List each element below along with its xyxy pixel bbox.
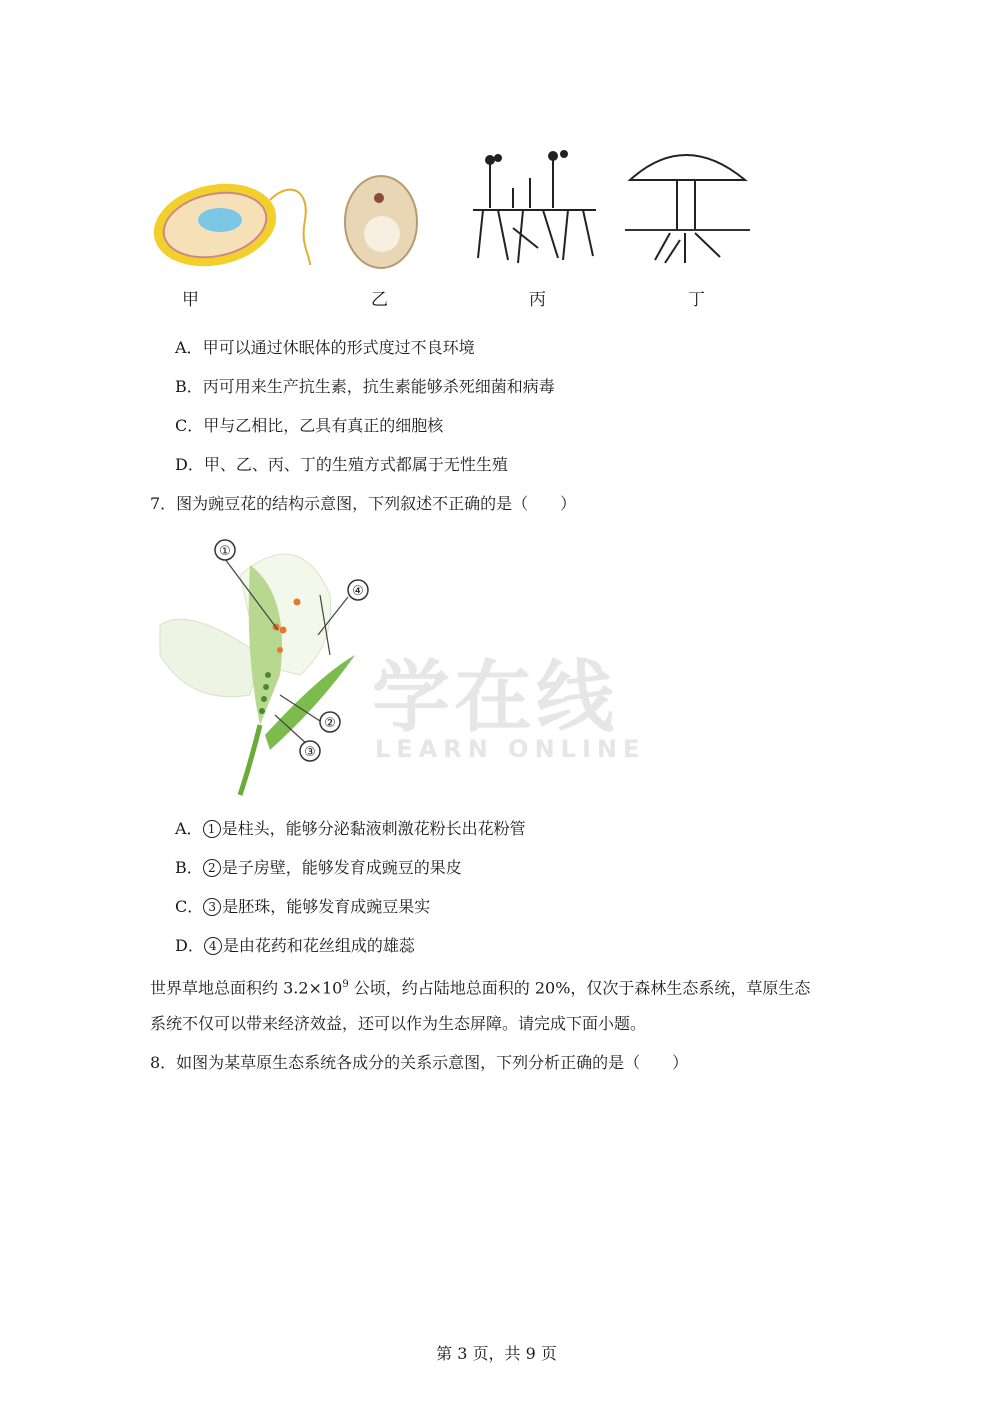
q7-option-a[interactable] — [175, 819, 526, 839]
pea-flower-image — [150, 535, 380, 800]
watermark-en: LEARN ONLINE — [375, 735, 646, 763]
bacterium-image — [150, 180, 315, 275]
q6-option-c[interactable] — [175, 416, 443, 436]
q6-option-d[interactable] — [175, 455, 508, 475]
marker-2: ② — [324, 716, 336, 731]
option-text: 甲、乙、丙、丁的生殖方式都属于无性生殖 — [203, 455, 508, 474]
option-text: 丙可用来生产抗生素，抗生素能够杀死细菌和病毒 — [202, 377, 555, 396]
mushroom-image — [625, 145, 750, 265]
option-letter: A． — [175, 338, 203, 357]
option-letter: B． — [175, 858, 203, 877]
q6-option-b[interactable] — [175, 377, 555, 397]
q7-option-d[interactable] — [175, 936, 415, 956]
q8-stem: 8．如图为某草原生态系统各成分的关系示意图，下列分析正确的是（ ） — [150, 1053, 689, 1072]
marker-4: ④ — [352, 584, 364, 599]
exponent: 9 — [342, 979, 349, 990]
label-yi: 乙 — [371, 290, 388, 310]
option-letter: A． — [175, 819, 203, 838]
passage-line-1 — [150, 975, 810, 998]
option-text: 甲与乙相比，乙具有真正的细胞核 — [203, 416, 444, 435]
label-jia: 甲 — [182, 290, 199, 310]
marker-1: ① — [219, 544, 231, 559]
option-text: 是柱头，能够分泌黏液刺激花粉长出花粉管 — [221, 819, 526, 838]
option-text: 是由花药和花丝组成的雄蕊 — [222, 936, 415, 955]
circled-number: 1 — [203, 820, 221, 838]
q6-option-a[interactable] — [175, 338, 475, 358]
circled-number: 3 — [203, 898, 221, 916]
option-letter: C． — [175, 416, 204, 435]
passage-line-2: 系统不仅可以带来经济效益，还可以作为生态屏障。请完成下面小题。 — [150, 1014, 647, 1033]
marker-3: ③ — [304, 745, 316, 760]
q7-option-c[interactable] — [175, 897, 430, 917]
q7-option-b[interactable] — [175, 858, 462, 878]
mold-image — [468, 148, 600, 268]
passage-text: 公顷，约占陆地总面积的 20%，仅次于森林生态系统，草原生态 — [348, 978, 811, 998]
yeast-image — [342, 172, 422, 272]
label-bing: 丙 — [529, 290, 546, 310]
q7-stem: 7．图为豌豆花的结构示意图，下列叙述不正确的是（ ） — [150, 494, 577, 513]
circled-number: 4 — [204, 937, 222, 955]
label-ding: 丁 — [688, 290, 705, 310]
passage-text: 世界草地总面积约 3.2×10 — [150, 978, 343, 998]
option-text: 是子房壁，能够发育成豌豆的果皮 — [221, 858, 462, 877]
circled-number: 2 — [203, 859, 221, 877]
option-letter: B． — [175, 377, 203, 396]
option-text: 甲可以通过休眠体的形式度过不良环境 — [202, 338, 475, 357]
page-footer: 第 3 页，共 9 页 — [436, 1344, 557, 1363]
watermark-cn: 学在线 — [372, 653, 619, 743]
option-letter: D． — [175, 936, 204, 955]
option-letter: C． — [175, 897, 204, 916]
option-letter: D． — [175, 455, 204, 474]
option-text: 是胚珠，能够发育成豌豆果实 — [222, 897, 431, 916]
